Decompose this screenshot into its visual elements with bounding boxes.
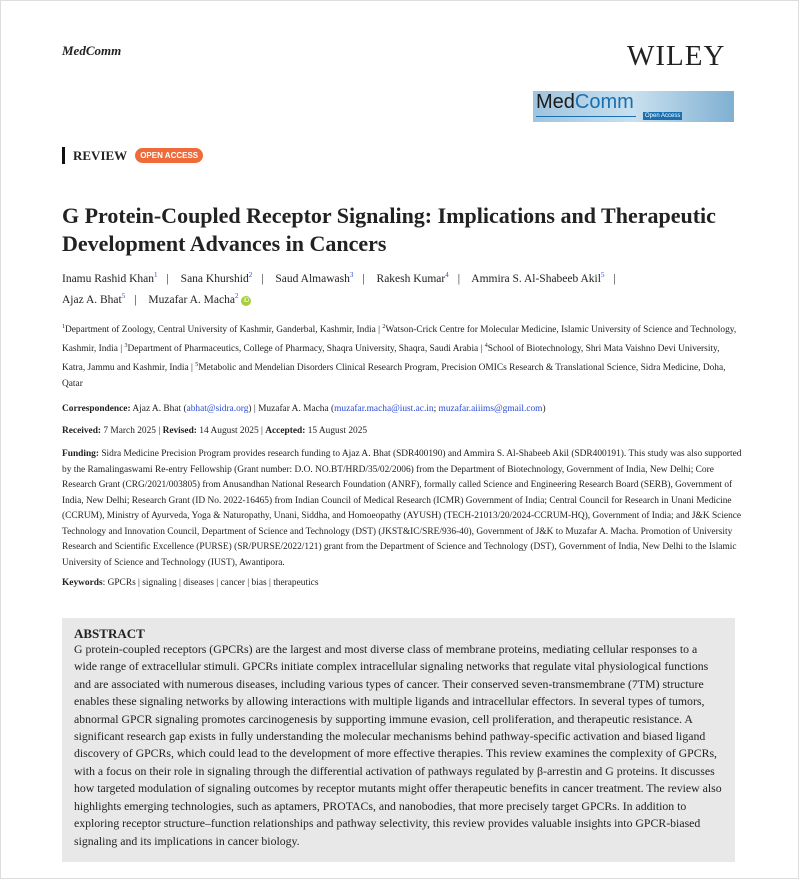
journal-name: MedComm (62, 43, 122, 58)
banner-logo-text: MedComm (536, 91, 634, 113)
author[interactable]: Saud Almawash$^3$ (275, 271, 354, 285)
banner-open-access: Open Access (645, 113, 681, 119)
funding-statement: Funding: Sidra Medicine Precision Program provides research funding to Ajaz A. Bhat (SDR400190) and Ammira S. Al-Shabeeb Akil (SDR400191). This study was also supported by the Ramalingaswami Re-entry Fellowship (Grant number: D.O. NO.BT/HRD/35/02/2006) from the Department of Biotechnology, Government of India, New Delhi; Core Research Grant (CRG/2021/003805) from Anusandhan National Research Foundation (ANRF), formally called Science and Engineering Research Board (SERB), Government of India, New Delhi; Research Grant (ID No. 2022-16465) from Indian Council of Medical Research (ICMR) Government of India; Central Council for Research in Unani Medicine (CCRUM), Ministry of Ayurveda, Yoga & Naturopathy, Unani, Siddha, and Homoeopathy (AYUSH) (TECH-21013/20/2024-CCRUM-HQ), Government of India; and J&K Science Technology and Innovation Council, Department of Science and Technology (DST) (JKST&IC/SRE/936-40), Government of J&K to Muzafar A. Macha. Promotion of University Research and Scientific Excellence (PURSE) (SR/PURSE/2022/121) grant from the Department of Science and Technology (DST), Government of India, New Delhi to the Islamic University of Science and Technology (IUST), Awantipora. (62, 449, 742, 568)
banner-underline (536, 116, 636, 117)
journal-banner (533, 91, 734, 122)
affiliations: $^1$Department of Zoology, Central University of Kashmir, Ganderbal, Kashmir, India | $^2$Watson-Crick Centre for Molecular Medicine, Islamic University of Science and Technology, Kashmir, India | $^3$Department of Pharmaceutics, College of Pharmacy, Shaqra University, Shaqra, Saudi Arabia | $^4$School of Biotechnology, Shri Mata Vaishno Devi University, Katra, Jammu and Kashmir, India | $^5$Metabolic and Mendelian Disorders Clinical Research Program, Precision OMICs Research & Translational Science, Sidra Medicine, Doha, Qatar (62, 323, 737, 390)
article-front-matter (62, 202, 742, 862)
orcid-icon[interactable]: iD (241, 296, 251, 306)
email-link[interactable]: abhat@sidra.org (186, 404, 249, 415)
email-link[interactable]: muzafar.macha@iust.ac.in (334, 404, 434, 415)
dates: Received: 7 March 2025 | Revised: 14 August 2025 | Accepted: 15 August 2025 (62, 426, 368, 437)
open-access-badge: OPEN ACCESS (135, 148, 203, 163)
keywords: Keywords: GPCRs | signaling | diseases | cancer | bias | therapeutics (62, 578, 319, 589)
abstract-text: G protein-coupled receptors (GPCRs) are the largest and most diverse class of membrane proteins, mediating cellular responses to a wide range of extracellular stimuli. GPCRs initiate complex intracellular signaling networks that regulate vital physiological functions and are associated with numerous diseases, including various types of cancer. Their conserved seven-transmembrane (7TM) structure enables these signaling networks by allowing interactions with multiple ligands and intracellular effectors. In several types of tumors, abnormal GPCR signaling promotes carcinogenesis by supporting immune evasion, cell proliferation, and therapeutic resistance. A significant research gap exists in fully understanding the molecular mechanisms behind pathway-specific activation and biased ligand discovery of GPCRs, which could lead to the development of more effective therapies. This review examines the complexity of GPCRs, with a focus on their role in signaling through the differential activation of pathways regulated by β-arrestin and G proteins. It discusses how targeted modulation of signaling outcomes by receptor mutants might offer therapeutic benefits in cancer treatment. The review also highlights emerging technologies, such as aptamers, PROTACs, and nanobodies, that more precisely target GPCRs. In addition to exploring receptor structure–function relationships and pathway selectivity, this review provides valuable insights into GPCR-biased signaling and its implications in cancer biology. (74, 642, 722, 848)
author[interactable]: Ammira S. Al-Shabeeb Akil$^5$ (471, 271, 605, 285)
article-title: G Protein-Coupled Receptor Signaling: Implications and Therapeutic Development Advances in Cancers (62, 203, 716, 256)
publisher-logo: WILEY (627, 40, 726, 72)
article-type-label: REVIEW (73, 147, 128, 163)
type-bar (62, 147, 65, 164)
abstract-box (62, 618, 735, 862)
article-type (62, 147, 203, 164)
author[interactable]: Ajaz A. Bhat$^5$ (62, 291, 126, 306)
author[interactable]: Muzafar A. Macha$^2$ (148, 291, 239, 306)
abstract-heading: ABSTRACT (74, 626, 145, 642)
author-list: Inamu Rashid Khan$^1$ | Sana Khurshid$^2$ | Saud Almawash$^3$ | Rakesh Kumar$^4$ | Ammira S. Al-Shabeeb Akil$^5$ | Ajaz A. Bhat$^5$ | Muzafar A. Macha$^2$ iD (62, 271, 616, 306)
author[interactable]: Sana Khurshid$^2$ (180, 271, 253, 285)
author[interactable]: Rakesh Kumar$^4$ (376, 271, 449, 285)
email-link[interactable]: muzafar.aiiims@gmail.com (438, 404, 543, 415)
author[interactable]: Inamu Rashid Khan$^1$ (62, 271, 158, 285)
correspondence: Correspondence: Ajaz A. Bhat (abhat@sidra.org) | Muzafar A. Macha (muzafar.macha@iust.ac.in; muzafar.aiiims@gmail.com) (62, 404, 546, 415)
